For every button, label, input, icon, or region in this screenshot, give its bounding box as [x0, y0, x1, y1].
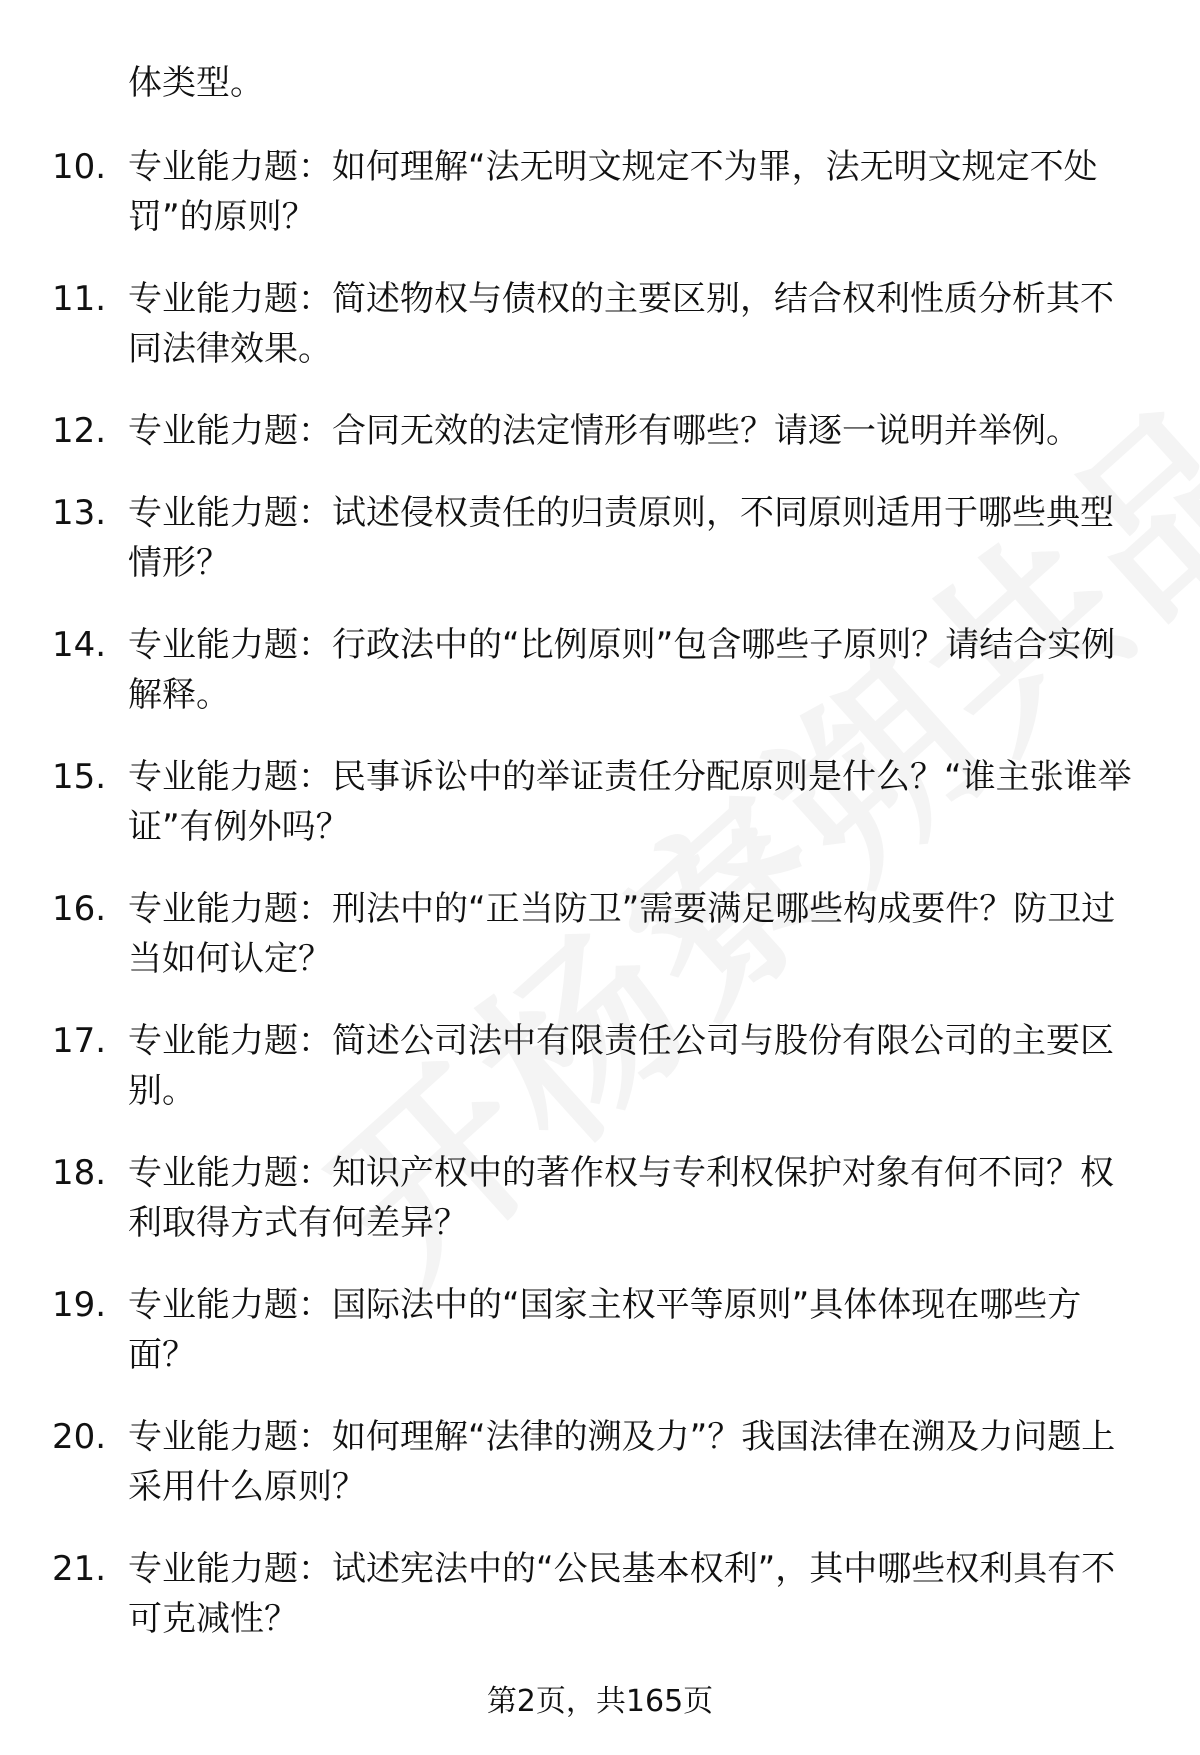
question-text: 专业能力题：行政法中的“比例原则”包含哪些子原则？请结合实例解释。: [128, 625, 1116, 715]
question-text: 专业能力题：试述宪法中的“公民基本权利”，其中哪些权利具有不可克减性？: [128, 1549, 1116, 1639]
list-item: [0, 1544, 1200, 1644]
question-number: 10.: [52, 147, 107, 187]
question-number: 16.: [52, 889, 107, 929]
question-text: 专业能力题：刑法中的“正当防卫”需要满足哪些构成要件？防卫过当如何认定？: [128, 889, 1116, 979]
question-text: 专业能力题：国际法中的“国家主权平等原则”具体体现在哪些方面？: [128, 1285, 1082, 1375]
question-number: 15.: [52, 757, 107, 797]
question-number: 17.: [52, 1021, 107, 1061]
question-number: 13.: [52, 493, 107, 533]
question-number: 14.: [52, 625, 107, 665]
question-text: 专业能力题：民事诉讼中的举证责任分配原则是什么？“谁主张谁举证”有例外吗？: [128, 757, 1132, 847]
list-item: [0, 752, 1200, 852]
list-item: [0, 620, 1200, 720]
question-text: 专业能力题：试述侵权责任的归责原则，不同原则适用于哪些典型情形？: [128, 493, 1114, 583]
continuation-text: 体类型。: [128, 63, 264, 103]
question-text: 专业能力题：如何理解“法律的溯及力”？我国法律在溯及力问题上采用什么原则？: [128, 1417, 1116, 1507]
question-number: 11.: [52, 279, 107, 319]
list-item: [0, 1412, 1200, 1512]
question-list: [0, 142, 1200, 1676]
list-item: [0, 884, 1200, 984]
question-number: 20.: [52, 1417, 107, 1457]
question-number: 18.: [52, 1153, 107, 1193]
list-item: [0, 488, 1200, 588]
list-item: [0, 142, 1200, 242]
list-item: [0, 274, 1200, 374]
question-text: 专业能力题：如何理解“法无明文规定不为罪，法无明文规定不处罚”的原则？: [128, 147, 1098, 237]
question-text: 专业能力题：知识产权中的著作权与专利权保护对象有何不同？权利取得方式有何差异？: [128, 1153, 1114, 1243]
list-item: [0, 1016, 1200, 1116]
question-text: 专业能力题：简述公司法中有限责任公司与股份有限公司的主要区别。: [128, 1021, 1114, 1111]
list-item: [0, 1280, 1200, 1380]
question-number: 12.: [52, 411, 107, 451]
list-item: [0, 1148, 1200, 1248]
question-number: 19.: [52, 1285, 107, 1325]
question-text: 专业能力题：合同无效的法定情形有哪些？请逐一说明并举例。: [128, 411, 1080, 451]
list-item: [0, 406, 1200, 456]
question-number: 21.: [52, 1549, 107, 1589]
question-text: 专业能力题：简述物权与债权的主要区别，结合权利性质分析其不同法律效果。: [128, 279, 1114, 369]
page-number: 第2页，共165页: [486, 1684, 714, 1719]
